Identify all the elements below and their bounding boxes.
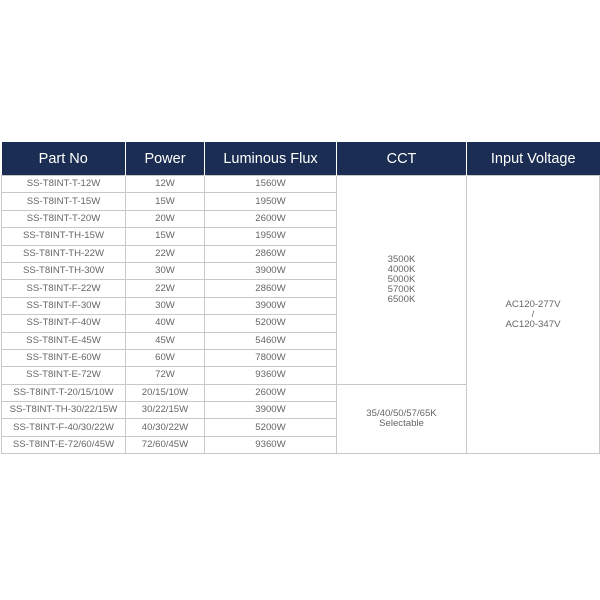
power-cell: 22W xyxy=(126,245,205,262)
power-cell: 15W xyxy=(126,193,205,210)
flux-cell: 5200W xyxy=(205,315,337,332)
flux-cell: 2600W xyxy=(205,384,337,401)
flux-cell: 5200W xyxy=(205,419,337,436)
flux-cell: 3900W xyxy=(205,262,337,279)
flux-cell: 1950W xyxy=(205,228,337,245)
table-row xyxy=(2,176,600,193)
part-no-cell: SS-T8INT-T-20/15/10W xyxy=(2,384,126,401)
power-cell: 30W xyxy=(126,262,205,279)
part-no-cell: SS-T8INT-F-40/30/22W xyxy=(2,419,126,436)
part-no-cell: SS-T8INT-E-45W xyxy=(2,332,126,349)
flux-cell: 1560W xyxy=(205,176,337,193)
power-cell: 15W xyxy=(126,228,205,245)
part-no-cell: SS-T8INT-T-20W xyxy=(2,210,126,227)
power-cell: 45W xyxy=(126,332,205,349)
cct-value: 3500K xyxy=(387,253,416,265)
power-cell: 40W xyxy=(126,315,205,332)
power-cell: 72W xyxy=(126,367,205,384)
cct-selectable-cell xyxy=(337,384,467,454)
part-no-cell: SS-T8INT-T-12W xyxy=(2,176,126,193)
power-cell: 20W xyxy=(126,210,205,227)
header-part-no: Part No xyxy=(2,142,126,176)
header-luminous-flux: Luminous Flux xyxy=(205,142,337,176)
header-input-voltage: Input Voltage xyxy=(467,142,600,176)
flux-cell: 7800W xyxy=(205,349,337,366)
part-no-cell: SS-T8INT-TH-30W xyxy=(2,262,126,279)
header-power: Power xyxy=(126,142,205,176)
cct-value: 4000K xyxy=(387,263,416,275)
power-cell: 30/22/15W xyxy=(126,402,205,419)
cct-value: 5700K xyxy=(387,283,416,295)
flux-cell: 9360W xyxy=(205,367,337,384)
part-no-cell: SS-T8INT-F-40W xyxy=(2,315,126,332)
part-no-cell: SS-T8INT-TH-15W xyxy=(2,228,126,245)
flux-cell: 2860W xyxy=(205,245,337,262)
power-cell: 22W xyxy=(126,280,205,297)
power-cell: 30W xyxy=(126,297,205,314)
power-cell: 60W xyxy=(126,349,205,366)
voltage-value: AC120-277V xyxy=(505,298,561,310)
voltage-value: AC120-347V xyxy=(505,318,561,330)
flux-cell: 3900W xyxy=(205,297,337,314)
part-no-cell: SS-T8INT-F-22W xyxy=(2,280,126,297)
flux-cell: 3900W xyxy=(205,402,337,419)
cct-value: 5000K xyxy=(387,273,416,285)
cct-selectable-value: 35/40/50/57/65K xyxy=(366,407,437,419)
part-no-cell: SS-T8INT-E-60W xyxy=(2,349,126,366)
flux-cell: 2860W xyxy=(205,280,337,297)
spec-table xyxy=(1,142,600,454)
cct-value: 6500K xyxy=(387,293,416,305)
flux-cell: 5460W xyxy=(205,332,337,349)
part-no-cell: SS-T8INT-F-30W xyxy=(2,297,126,314)
voltage-separator: / xyxy=(531,308,535,320)
power-cell: 20/15/10W xyxy=(126,384,205,401)
header-row xyxy=(2,142,600,176)
flux-cell: 2600W xyxy=(205,210,337,227)
part-no-cell: SS-T8INT-TH-22W xyxy=(2,245,126,262)
header-cct: CCT xyxy=(337,142,467,176)
power-cell: 72/60/45W xyxy=(126,436,205,453)
power-cell: 12W xyxy=(126,176,205,193)
power-cell: 40/30/22W xyxy=(126,419,205,436)
part-no-cell: SS-T8INT-TH-30/22/15W xyxy=(2,402,126,419)
input-voltage-cell xyxy=(467,176,600,454)
part-no-cell: SS-T8INT-T-15W xyxy=(2,193,126,210)
flux-cell: 1950W xyxy=(205,193,337,210)
cct-fixed-cell xyxy=(337,176,467,385)
cct-selectable-note: Selectable xyxy=(379,417,424,429)
flux-cell: 9360W xyxy=(205,436,337,453)
part-no-cell: SS-T8INT-E-72W xyxy=(2,367,126,384)
part-no-cell: SS-T8INT-E-72/60/45W xyxy=(2,436,126,453)
